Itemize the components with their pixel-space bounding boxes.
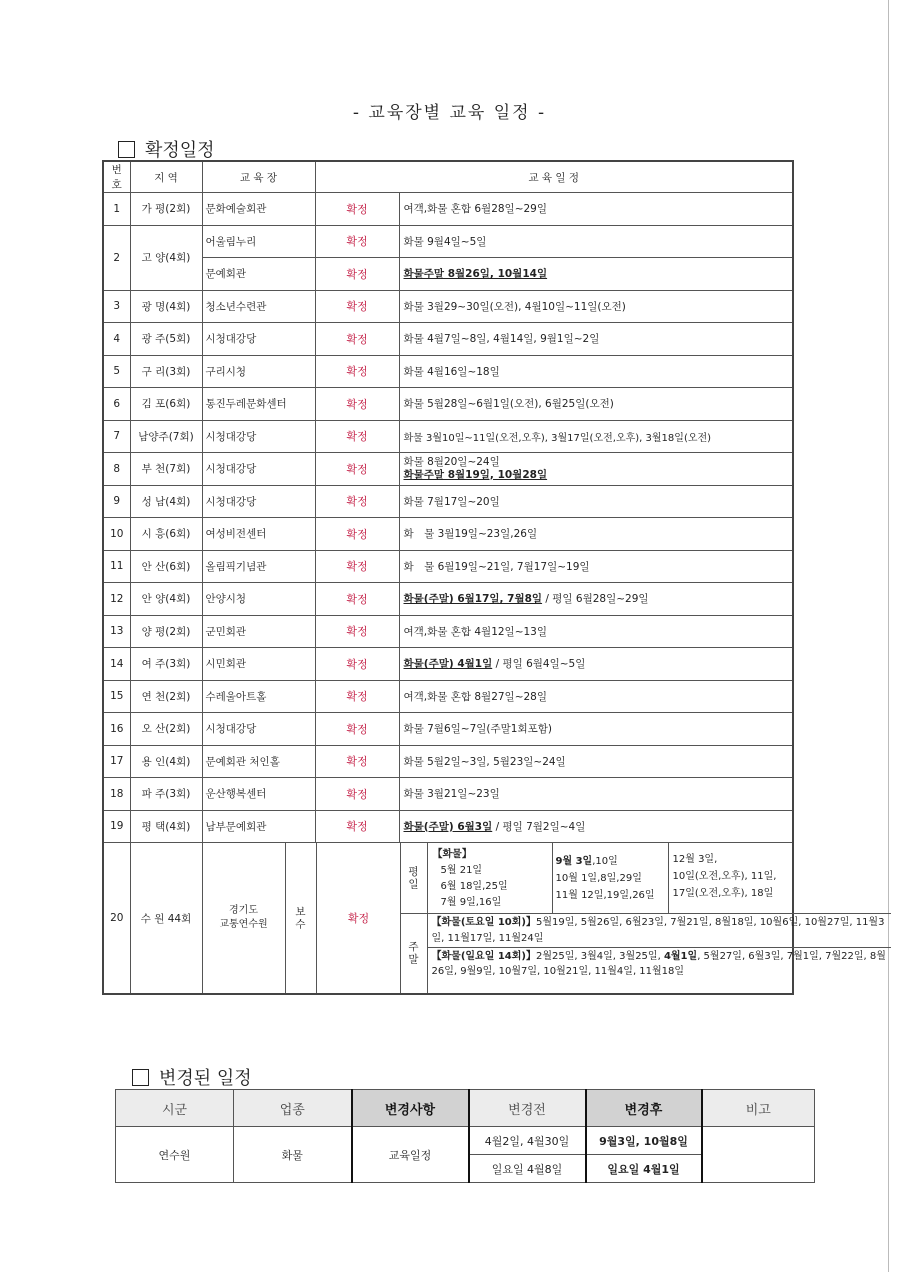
header-city: 시군	[116, 1090, 234, 1127]
row-venue: 시청대강당	[202, 453, 315, 486]
row-venue: 군민회관	[202, 615, 315, 648]
header-after: 변경후	[586, 1090, 702, 1127]
change-item: 교육일정	[352, 1127, 469, 1183]
row-schedule: 여객,화물 혼합 8월27일~28일	[399, 680, 793, 713]
suwon-weekday-bold: 9월 3일	[555, 856, 593, 867]
suwon-type: 보수	[294, 905, 306, 931]
suwon-sunday-dates: 2월25일, 3월4일, 3월25일,	[536, 951, 664, 962]
row-region: 고 양(4회)	[130, 225, 202, 290]
suwon-saturday	[432, 915, 892, 947]
row-schedule: 여객,화물 혼합 6월28일~29일	[399, 193, 793, 226]
row-schedule: 화물 5월28일~6월1일(오전), 6월25일(오전)	[399, 388, 793, 421]
row-region: 안 산(6회)	[130, 550, 202, 583]
row-status: 확정	[315, 485, 399, 518]
row-region: 구 리(3회)	[130, 355, 202, 388]
row-venue: 문예회관 처인홀	[202, 745, 315, 778]
row-venue: 남부문예회관	[202, 810, 315, 843]
row-schedule-extra: / 평일 6월28일~29일	[542, 593, 649, 606]
row-schedule-underlined: 화물(주말) 6월3일	[403, 820, 493, 833]
confirmed-section-label: 확정일정	[145, 140, 215, 161]
row-no: 20	[103, 843, 130, 995]
row-region: 평 택(4회)	[130, 810, 202, 843]
row-status: 확정	[315, 258, 399, 291]
row-no: 8	[103, 453, 130, 486]
row-schedule: 화물 9월4일~5일	[399, 225, 793, 258]
row-no: 16	[103, 713, 130, 746]
row-no: 1	[103, 193, 130, 226]
change-header-row	[116, 1090, 815, 1127]
row-venue: 시청대강당	[202, 485, 315, 518]
suwon-weekday-date: 12월 3일,	[672, 854, 718, 865]
change-industry: 화물	[234, 1127, 352, 1183]
row-venue: 시청대강당	[202, 713, 315, 746]
row-no: 19	[103, 810, 130, 843]
suwon-weekday-col1	[433, 847, 548, 911]
suwon-saturday-dates: 5월19일, 5월26일, 6월23일, 7월21일, 8월18일, 10월6일, 10월27일, 11월3일, 11월17일, 11월24일	[431, 917, 885, 944]
checkbox-icon	[118, 141, 135, 158]
header-industry: 업종	[234, 1090, 352, 1127]
row-schedule: 화물 7월17일~20일	[399, 485, 793, 518]
suwon-grid	[203, 843, 886, 993]
header-change-item: 변경사항	[352, 1090, 469, 1127]
row-region: 연 천(2회)	[130, 680, 202, 713]
row-no: 11	[103, 550, 130, 583]
row-no: 17	[103, 745, 130, 778]
row-region: 양 평(2회)	[130, 615, 202, 648]
suwon-weekday-label-wrap	[401, 843, 427, 913]
row-status: 확정	[315, 225, 399, 258]
page-edge-line	[888, 0, 889, 1272]
header-before: 변경전	[469, 1090, 586, 1127]
table-row	[103, 713, 793, 746]
row-region: 용 인(4회)	[130, 745, 202, 778]
suwon-weekday-date: 11월 12일,19일,26일	[555, 890, 655, 901]
row-venue: 구리시청	[202, 355, 315, 388]
row-schedule-underlined: 화물(주말) 6월17일, 7월8일	[403, 593, 543, 606]
row-no: 3	[103, 290, 130, 323]
row-region: 광 명(4회)	[130, 290, 202, 323]
change-before: 4월2일, 4월30일	[469, 1127, 586, 1155]
change-after: 9월3일, 10월8일	[586, 1127, 702, 1155]
table-row	[103, 810, 793, 843]
suwon-status: 확정	[316, 843, 401, 993]
table-row	[103, 680, 793, 713]
header-note: 비고	[702, 1090, 815, 1127]
row-schedule: 화물 3월29~30일(오전), 4월10일~11일(오전)	[399, 290, 793, 323]
row-no: 12	[103, 583, 130, 616]
changed-section-heading	[132, 1064, 252, 1090]
table-header-row	[103, 161, 793, 193]
row-schedule: 화물 5월2일~3일, 5월23일~24일	[399, 745, 793, 778]
change-row	[116, 1127, 815, 1155]
table-row	[103, 420, 793, 453]
row-schedule-underlined: 화물(주말) 4월1일	[403, 658, 493, 671]
suwon-saturday-title: 【화물(토요일 10회)】	[431, 917, 536, 928]
row-venue: 청소년수련관	[202, 290, 315, 323]
change-after: 일요일 4월1일	[586, 1155, 702, 1183]
header-region: 지 역	[130, 161, 202, 193]
table-row	[103, 453, 793, 486]
row-no: 15	[103, 680, 130, 713]
row-no: 9	[103, 485, 130, 518]
suwon-weekday-date: 10일(오전,오후), 11일,	[672, 871, 777, 882]
change-before: 일요일 4월8일	[469, 1155, 586, 1183]
row-schedule: 화물 3월21일~23일	[399, 778, 793, 811]
suwon-weekday-date: 5월 21일	[440, 865, 483, 876]
row-status: 확정	[315, 615, 399, 648]
row-status: 확정	[315, 453, 399, 486]
row-venue: 운산행복센터	[202, 778, 315, 811]
row-status: 확정	[315, 583, 399, 616]
row-status: 확정	[315, 810, 399, 843]
row-schedule-underlined: 화물주말 8월19일, 10월28일	[403, 468, 548, 481]
row-schedule	[399, 810, 793, 843]
table-row	[103, 518, 793, 551]
suwon-venue: 경기도 교통연수원	[219, 905, 268, 930]
row-schedule	[399, 583, 793, 616]
suwon-sunday-dates: , 5월27일, 6월3일, 7월1일, 7월22일, 8월26일, 9월9일, 10월7일, 10월21일, 11월4일, 11월18일	[431, 951, 886, 977]
row-schedule-line: 화물 8월20일~24일	[403, 455, 500, 468]
row-venue: 수레울아트홀	[202, 680, 315, 713]
row-schedule	[399, 258, 793, 291]
suwon-weekend-label: 주말	[407, 940, 419, 966]
row-status: 확정	[315, 518, 399, 551]
row-status: 확정	[315, 355, 399, 388]
row-schedule: 화 물 6월19일~21일, 7월17일~19일	[399, 550, 793, 583]
row-region: 시 흥(6회)	[130, 518, 202, 551]
row-schedule	[399, 648, 793, 681]
row-no: 18	[103, 778, 130, 811]
table-row	[103, 648, 793, 681]
suwon-weekday-label: 평일	[407, 865, 419, 891]
row-no: 6	[103, 388, 130, 421]
row-no: 13	[103, 615, 130, 648]
row-venue: 문예회관	[202, 258, 315, 291]
row-venue: 시청대강당	[202, 420, 315, 453]
changed-section-label: 변경된 일정	[159, 1068, 252, 1089]
row-region: 성 남(4회)	[130, 485, 202, 518]
suwon-weekday-date: 6월 18일,25일	[440, 881, 508, 892]
row-venue: 여성비전센터	[202, 518, 315, 551]
confirmed-schedule-table	[102, 160, 886, 995]
row-schedule: 화 물 3월19일~23일,26일	[399, 518, 793, 551]
row-status: 확정	[315, 778, 399, 811]
checkbox-icon	[132, 1069, 149, 1086]
row-region: 가 평(2회)	[130, 193, 202, 226]
row-region: 부 천(7회)	[130, 453, 202, 486]
row-venue: 시청대강당	[202, 323, 315, 356]
table-row	[103, 225, 793, 258]
table-row	[103, 258, 793, 291]
row-region: 파 주(3회)	[130, 778, 202, 811]
table-row	[103, 583, 793, 616]
table-row	[103, 355, 793, 388]
row-status: 확정	[315, 550, 399, 583]
row-schedule-extra: / 평일 6월4일~5일	[492, 658, 586, 671]
row-status: 확정	[315, 648, 399, 681]
suwon-sunday-title: 【화물(일요일 14회)】	[431, 951, 536, 962]
row-status: 확정	[315, 388, 399, 421]
row-schedule-extra: / 평일 7월2일~4일	[492, 820, 586, 833]
row-schedule: 여객,화물 혼합 4월12일~13일	[399, 615, 793, 648]
change-note	[702, 1127, 815, 1183]
row-venue: 시민회관	[202, 648, 315, 681]
row-schedule: 화물 3월10일~11일(오전,오후), 3월17일(오전,오후), 3월18일(오전)	[399, 420, 793, 453]
suwon-sunday-bold: 4월1일	[663, 951, 698, 962]
row-no: 14	[103, 648, 130, 681]
row-schedule: 화물 4월16일~18일	[399, 355, 793, 388]
change-city: 연수원	[116, 1127, 234, 1183]
row-region: 오 산(2회)	[130, 713, 202, 746]
row-schedule-underlined: 화물주말 8월26일, 10월14일	[403, 268, 548, 281]
page-title: - 교육장별 교육 일정 -	[352, 103, 547, 123]
table-row-suwon	[103, 843, 793, 995]
changed-schedule-table	[115, 1089, 815, 1183]
table-row	[103, 388, 793, 421]
table-row	[103, 485, 793, 518]
row-schedule: 화물 7월6일~7일(주말1회포함)	[399, 713, 793, 746]
header-schedule: 교 육 일 정	[315, 161, 793, 193]
header-venue: 교 육 장	[202, 161, 315, 193]
row-region: 김 포(6회)	[130, 388, 202, 421]
confirmed-section-heading	[118, 136, 215, 162]
row-venue: 어울림누리	[202, 225, 315, 258]
row-region: 안 양(4회)	[130, 583, 202, 616]
suwon-weekday-col3	[673, 851, 791, 902]
row-schedule	[399, 453, 793, 486]
table-row	[103, 193, 793, 226]
table-row	[103, 745, 793, 778]
row-status: 확정	[315, 420, 399, 453]
row-status: 확정	[315, 713, 399, 746]
row-no: 10	[103, 518, 130, 551]
row-no: 4	[103, 323, 130, 356]
row-venue: 안양시청	[202, 583, 315, 616]
row-no: 5	[103, 355, 130, 388]
table-row	[103, 778, 793, 811]
row-no: 2	[103, 225, 130, 290]
suwon-weekend-label-wrap	[401, 913, 427, 993]
suwon-detail-cell	[202, 843, 886, 995]
suwon-weekday-col2	[556, 853, 666, 904]
row-venue: 통진두레문화센터	[202, 388, 315, 421]
row-status: 확정	[315, 290, 399, 323]
row-status: 확정	[315, 680, 399, 713]
header-no: 번호	[103, 161, 130, 193]
table-row	[103, 550, 793, 583]
row-region: 여 주(3회)	[130, 648, 202, 681]
suwon-type-wrap	[286, 843, 316, 993]
row-status: 확정	[315, 745, 399, 778]
suwon-weekday-date: ,10일	[592, 856, 618, 867]
suwon-weekday-date: 7월 9일,16일	[440, 897, 502, 908]
table-row	[103, 290, 793, 323]
row-venue: 올림픽기념관	[202, 550, 315, 583]
row-region: 광 주(5회)	[130, 323, 202, 356]
table-row	[103, 615, 793, 648]
suwon-weekday-date: 10월 1일,8일,29일	[555, 873, 642, 884]
suwon-weekday-title: 【화물】	[432, 849, 472, 860]
table-row	[103, 323, 793, 356]
suwon-weekday-date: 17일(오전,오후), 18일	[672, 888, 774, 899]
row-region: 수 원 44회	[130, 843, 202, 995]
row-schedule: 화물 4월7일~8일, 4월14일, 9월1일~2일	[399, 323, 793, 356]
suwon-sunday	[432, 949, 892, 979]
row-region: 남양주(7회)	[130, 420, 202, 453]
row-venue: 문화예술회관	[202, 193, 315, 226]
row-status: 확정	[315, 193, 399, 226]
row-status: 확정	[315, 323, 399, 356]
row-no: 7	[103, 420, 130, 453]
